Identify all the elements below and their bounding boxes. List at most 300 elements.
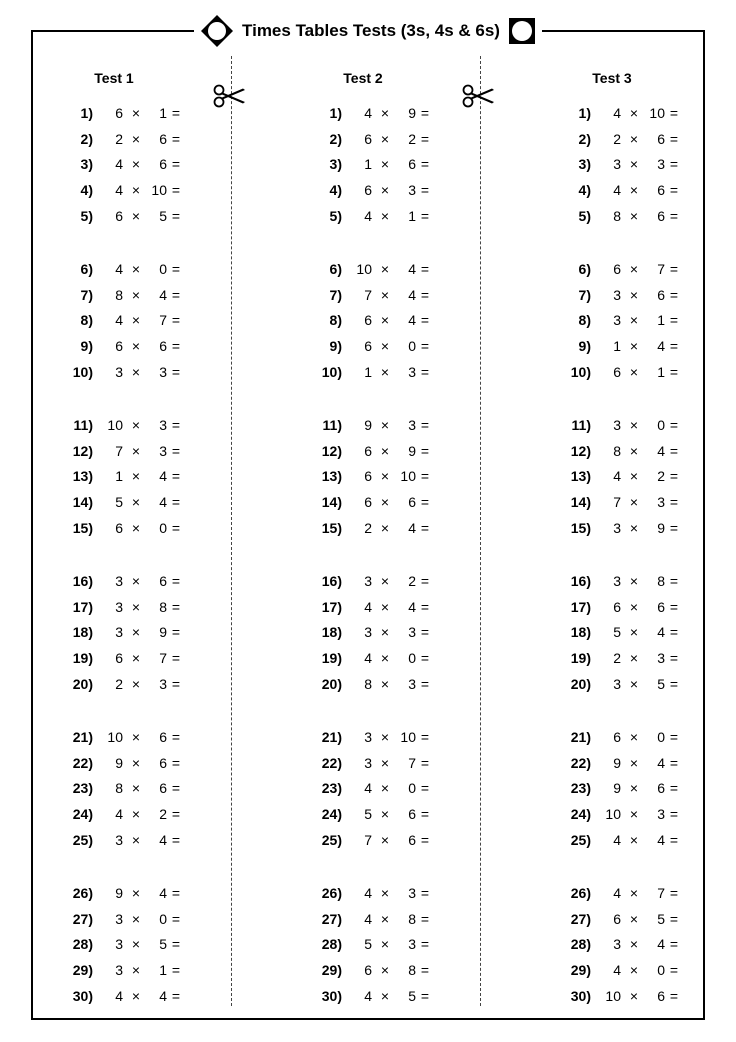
question-row [547,571,736,591]
multiply-sign: × [629,573,639,589]
question-number: 15) [72,519,93,536]
factor-a: 6 [613,363,621,380]
factor-a: 6 [364,130,372,147]
factor-a: 2 [115,130,123,147]
factor-b: 8 [408,910,416,927]
multiply-sign: × [131,573,141,589]
multiply-sign: × [131,754,141,771]
factor-a: 9 [115,754,123,771]
question-number: 24) [321,806,342,823]
multiply-sign: × [629,363,639,380]
factor-b: 4 [657,624,665,641]
factor-a: 4 [613,182,621,199]
multiply-sign: × [380,312,390,329]
factor-a: 4 [364,207,372,224]
factor-a: 3 [115,363,123,380]
equals-sign: = [171,885,181,901]
equals-sign: = [171,624,181,641]
equals-sign: = [171,182,181,199]
multiply-sign: × [131,729,141,745]
factor-b: 4 [408,519,416,536]
equals-sign: = [669,831,679,848]
multiply-sign: × [380,519,390,536]
multiply-sign: × [131,363,141,380]
factor-b: 3 [408,675,416,692]
multiply-sign: × [131,885,141,901]
multiply-sign: × [131,156,141,173]
factor-b: 0 [408,338,416,355]
factor-a: 6 [364,468,372,485]
factor-b: 10 [649,105,665,121]
question-number: 29) [570,962,591,979]
question-number: 26) [321,885,342,901]
equals-sign: = [171,962,181,979]
question-number: 9) [80,338,93,355]
question-number: 1) [578,105,591,121]
question-row [49,103,249,123]
question-number: 19) [570,650,591,667]
factor-b: 3 [159,363,167,380]
factor-b: 3 [408,182,416,199]
factor-b: 9 [159,624,167,641]
factor-b: 6 [159,130,167,147]
factor-a: 7 [364,286,372,303]
question-row [547,103,736,123]
question-number: 17) [72,598,93,615]
question-number: 4) [329,182,342,199]
question-row [547,778,736,798]
question-number: 22) [72,754,93,771]
factor-a: 6 [613,598,621,615]
equals-sign: = [669,885,679,901]
factor-a: 4 [115,987,123,1004]
test-title: Test 1 [94,70,134,86]
equals-sign: = [669,130,679,147]
multiply-sign: × [629,962,639,979]
equals-sign: = [669,962,679,979]
multiply-sign: × [380,936,390,953]
factor-a: 5 [613,624,621,641]
question-number: 18) [570,624,591,641]
factor-a: 1 [364,156,372,173]
multiply-sign: × [629,156,639,173]
multiply-sign: × [629,987,639,1004]
factor-b: 4 [408,286,416,303]
multiply-sign: × [629,417,639,433]
question-number: 3) [578,156,591,173]
question-number: 12) [570,442,591,459]
equals-sign: = [669,442,679,459]
multiply-sign: × [380,338,390,355]
multiply-sign: × [380,130,390,147]
factor-a: 10 [356,261,372,277]
factor-a: 6 [364,442,372,459]
question-row [298,830,498,850]
question-number: 10) [570,363,591,380]
factor-b: 0 [159,261,167,277]
factor-a: 3 [364,729,372,745]
factor-a: 6 [364,962,372,979]
factor-b: 1 [657,312,665,329]
question-number: 4) [578,182,591,199]
factor-b: 8 [657,573,665,589]
equals-sign: = [171,494,181,511]
factor-a: 4 [364,780,372,797]
question-row [49,674,249,694]
question-number: 25) [321,831,342,848]
question-row [298,336,498,356]
factor-b: 7 [159,312,167,329]
multiply-sign: × [131,468,141,485]
question-number: 17) [570,598,591,615]
factor-a: 4 [364,910,372,927]
multiply-sign: × [131,286,141,303]
equals-sign: = [669,910,679,927]
equals-sign: = [171,831,181,848]
multiply-sign: × [629,675,639,692]
factor-a: 6 [364,338,372,355]
multiply-sign: × [380,806,390,823]
factor-b: 5 [159,207,167,224]
factor-b: 4 [657,936,665,953]
equals-sign: = [171,156,181,173]
question-row [547,648,736,668]
equals-sign: = [171,987,181,1004]
factor-b: 0 [159,910,167,927]
question-number: 13) [72,468,93,485]
question-row [298,960,498,980]
factor-b: 4 [408,598,416,615]
multiply-sign: × [380,831,390,848]
factor-b: 0 [159,519,167,536]
equals-sign: = [420,156,430,173]
question-row [547,415,736,435]
question-row [49,960,249,980]
equals-sign: = [420,936,430,953]
multiply-sign: × [380,442,390,459]
multiply-sign: × [380,286,390,303]
question-number: 14) [321,494,342,511]
question-number: 26) [570,885,591,901]
factor-b: 4 [159,286,167,303]
factor-b: 4 [408,312,416,329]
multiply-sign: × [380,754,390,771]
multiply-sign: × [380,885,390,901]
equals-sign: = [171,780,181,797]
question-number: 7) [578,286,591,303]
question-row [547,129,736,149]
equals-sign: = [171,754,181,771]
question-number: 24) [72,806,93,823]
multiply-sign: × [629,831,639,848]
question-row [298,648,498,668]
question-number: 28) [72,936,93,953]
question-row [547,362,736,382]
test-column-3 [557,68,736,1004]
question-row [547,154,736,174]
question-row [49,909,249,929]
factor-a: 3 [115,936,123,953]
factor-b: 7 [657,261,665,277]
equals-sign: = [420,105,430,121]
multiply-sign: × [131,598,141,615]
question-number: 2) [80,130,93,147]
multiply-sign: × [380,261,390,277]
question-row [49,648,249,668]
question-number: 26) [72,885,93,901]
question-row [49,986,249,1006]
question-row [298,362,498,382]
factor-a: 5 [364,936,372,953]
factor-b: 4 [159,885,167,901]
factor-b: 6 [159,338,167,355]
factor-a: 6 [115,519,123,536]
factor-b: 6 [408,831,416,848]
question-row [49,259,249,279]
question-number: 21) [321,729,342,745]
multiply-sign: × [131,987,141,1004]
multiply-sign: × [629,885,639,901]
question-row [49,778,249,798]
equals-sign: = [420,130,430,147]
equals-sign: = [420,363,430,380]
factor-b: 4 [159,831,167,848]
factor-b: 2 [408,573,416,589]
title-box [194,14,542,48]
question-row [298,259,498,279]
equals-sign: = [171,417,181,433]
factor-a: 10 [107,417,123,433]
question-row [547,622,736,642]
factor-b: 3 [408,363,416,380]
equals-sign: = [420,442,430,459]
multiply-sign: × [629,442,639,459]
factor-b: 4 [657,442,665,459]
equals-sign: = [669,624,679,641]
factor-a: 3 [115,573,123,589]
factor-a: 1 [115,468,123,485]
question-number: 13) [570,468,591,485]
equals-sign: = [669,105,679,121]
question-row [298,285,498,305]
question-row [49,934,249,954]
factor-a: 4 [613,831,621,848]
question-number: 24) [570,806,591,823]
factor-a: 3 [115,831,123,848]
question-row [547,518,736,538]
question-number: 5) [329,207,342,224]
question-row [547,441,736,461]
factor-b: 1 [159,962,167,979]
question-row [49,336,249,356]
factor-a: 6 [613,729,621,745]
equals-sign: = [669,494,679,511]
factor-b: 3 [408,624,416,641]
question-row [547,206,736,226]
multiply-sign: × [629,312,639,329]
question-number: 2) [578,130,591,147]
question-number: 23) [570,780,591,797]
question-number: 27) [321,910,342,927]
multiply-sign: × [629,338,639,355]
multiply-sign: × [380,207,390,224]
question-number: 15) [570,519,591,536]
multiply-sign: × [380,987,390,1004]
equals-sign: = [171,130,181,147]
question-number: 18) [72,624,93,641]
factor-a: 3 [115,910,123,927]
equals-sign: = [420,987,430,1004]
equals-sign: = [171,675,181,692]
question-number: 7) [329,286,342,303]
question-number: 13) [321,468,342,485]
factor-b: 4 [657,754,665,771]
factor-a: 9 [613,754,621,771]
equals-sign: = [669,754,679,771]
question-row [298,883,498,903]
equals-sign: = [420,417,430,433]
multiply-sign: × [380,910,390,927]
factor-b: 3 [408,936,416,953]
multiply-sign: × [380,494,390,511]
question-row [49,415,249,435]
question-number: 10) [321,363,342,380]
question-row [49,830,249,850]
multiply-sign: × [629,729,639,745]
factor-a: 3 [613,312,621,329]
question-number: 12) [72,442,93,459]
question-number: 28) [570,936,591,953]
equals-sign: = [420,261,430,277]
factor-b: 6 [159,780,167,797]
factor-b: 6 [657,182,665,199]
question-row [49,753,249,773]
multiply-sign: × [629,754,639,771]
test-title: Test 3 [592,70,632,86]
question-row [49,310,249,330]
question-number: 20) [570,675,591,692]
multiply-sign: × [380,363,390,380]
equals-sign: = [420,494,430,511]
factor-b: 3 [159,675,167,692]
question-number: 21) [72,729,93,745]
factor-b: 7 [159,650,167,667]
multiply-sign: × [629,650,639,667]
factor-b: 4 [657,338,665,355]
factor-a: 8 [115,286,123,303]
question-row [49,466,249,486]
factor-a: 5 [115,494,123,511]
question-row [298,934,498,954]
multiply-sign: × [380,182,390,199]
factor-b: 8 [159,598,167,615]
multiply-sign: × [131,261,141,277]
factor-a: 4 [364,105,372,121]
factor-a: 3 [364,624,372,641]
factor-b: 6 [657,780,665,797]
question-row [547,986,736,1006]
question-row [298,492,498,512]
question-number: 20) [72,675,93,692]
equals-sign: = [171,936,181,953]
question-number: 11) [571,417,591,433]
equals-sign: = [669,675,679,692]
equals-sign: = [171,363,181,380]
question-row [298,518,498,538]
question-number: 21) [570,729,591,745]
factor-b: 2 [408,130,416,147]
factor-a: 8 [613,207,621,224]
equals-sign: = [669,729,679,745]
equals-sign: = [171,286,181,303]
factor-b: 3 [657,806,665,823]
question-number: 8) [80,312,93,329]
square-circle-icon [508,17,536,45]
question-number: 3) [329,156,342,173]
question-row [547,753,736,773]
question-row [49,285,249,305]
multiply-sign: × [629,624,639,641]
multiply-sign: × [629,286,639,303]
question-number: 20) [321,675,342,692]
factor-a: 3 [613,573,621,589]
equals-sign: = [669,598,679,615]
factor-a: 4 [115,312,123,329]
question-row [298,674,498,694]
question-row [298,415,498,435]
equals-sign: = [420,312,430,329]
equals-sign: = [669,156,679,173]
question-number: 30) [570,987,591,1004]
equals-sign: = [669,987,679,1004]
question-number: 15) [321,519,342,536]
factor-a: 9 [115,885,123,901]
equals-sign: = [171,312,181,329]
multiply-sign: × [131,182,141,199]
equals-sign: = [420,754,430,771]
question-row [49,129,249,149]
multiply-sign: × [131,910,141,927]
factor-a: 6 [115,105,123,121]
question-row [547,960,736,980]
factor-b: 6 [657,130,665,147]
equals-sign: = [669,780,679,797]
factor-a: 3 [613,156,621,173]
question-number: 16) [570,573,591,589]
multiply-sign: × [380,417,390,433]
factor-b: 3 [657,494,665,511]
page-title: Times Tables Tests (3s, 4s & 6s) [242,21,500,40]
question-row [49,571,249,591]
multiply-sign: × [380,468,390,485]
multiply-sign: × [629,494,639,511]
factor-b: 4 [408,261,416,277]
multiply-sign: × [629,468,639,485]
question-number: 29) [72,962,93,979]
factor-b: 10 [400,729,416,745]
question-row [298,441,498,461]
equals-sign: = [171,442,181,459]
factor-a: 7 [364,831,372,848]
factor-a: 8 [364,675,372,692]
factor-b: 6 [408,156,416,173]
question-number: 25) [570,831,591,848]
question-row [49,622,249,642]
factor-a: 3 [115,962,123,979]
factor-a: 8 [613,442,621,459]
question-row [298,154,498,174]
question-row [298,129,498,149]
